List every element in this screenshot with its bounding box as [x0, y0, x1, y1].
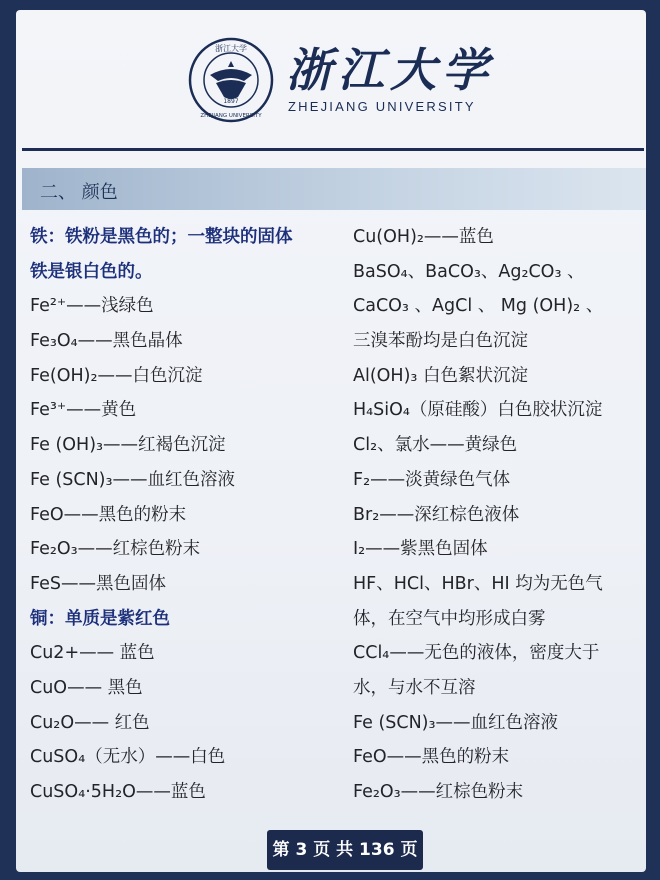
list-item: Cl₂、氯水——黄绿色 [353, 435, 518, 456]
list-item: CuSO₄·5H₂O——蓝色 [30, 782, 206, 802]
list-item: 铁是银白色的。 [30, 261, 153, 282]
university-name-en: ZHEJIANG UNIVERSITY [288, 99, 476, 114]
list-item: Fe(OH)₂——白色沉淀 [30, 365, 203, 386]
list-item: Fe (SCN)₃——血红色溶液 [30, 469, 236, 490]
list-item: 水，与水不互溶 [353, 677, 476, 698]
university-seal-icon [188, 37, 274, 123]
seal-year: 1897 [223, 98, 239, 105]
list-item: Cu(OH)₂——蓝色 [353, 227, 494, 247]
list-item: HF、HCl、HBr、HI 均为无色气 [353, 573, 603, 594]
university-header [16, 10, 646, 150]
document-page [16, 10, 646, 872]
list-item: Cu₂O—— 红色 [30, 712, 150, 733]
university-name-cn: 浙江大学 [286, 43, 494, 97]
list-item: Fe₂O₃——红棕色粉末 [30, 539, 201, 560]
list-item: CaCO₃ 、AgCl 、 Mg (OH)₂ 、 [353, 296, 604, 317]
list-item: 三溴苯酚均是白色沉淀 [353, 331, 528, 352]
right-column [353, 220, 643, 810]
list-item: FeS——黑色固体 [30, 573, 166, 594]
header-divider [22, 148, 644, 151]
list-item: FeO——黑色的粉末 [353, 747, 510, 768]
list-item: Fe²⁺——浅绿色 [30, 296, 154, 317]
list-item: H₄SiO₄（原硅酸）白色胶状沉淀 [353, 400, 603, 421]
list-item: Fe (OH)₃——红褐色沉淀 [30, 435, 226, 456]
list-item: 体，在空气中均形成白雾 [353, 608, 546, 629]
section-title: 二、 颜色 [40, 182, 118, 203]
left-column [30, 220, 350, 810]
list-item: Fe (SCN)₃——血红色溶液 [353, 712, 559, 733]
list-item: CuSO₄（无水）——白色 [30, 747, 226, 768]
university-wordmark [286, 45, 494, 114]
page-indicator-label: 第 3 页 共 136 页 [272, 840, 418, 860]
list-item: Fe³⁺——黄色 [30, 400, 137, 421]
list-item: Br₂——深红棕色液体 [353, 504, 520, 525]
page-indicator [267, 830, 423, 870]
list-item: Al(OH)₃ 白色絮状沉淀 [353, 365, 528, 386]
list-item: Cu2+—— 蓝色 [30, 643, 155, 664]
list-item: CuO—— 黑色 [30, 677, 143, 698]
list-item: CCl₄——无色的液体，密度大于 [353, 643, 600, 664]
list-item: FeO——黑色的粉末 [30, 504, 187, 525]
list-item: Fe₂O₃——红棕色粉末 [353, 782, 524, 802]
list-item: I₂——紫黑色固体 [353, 539, 488, 560]
list-item: F₂——淡黄绿色气体 [353, 469, 511, 490]
list-item: 铜：单质是紫红色 [30, 608, 170, 629]
seal-text-cn: 浙江大学 [215, 44, 247, 53]
section-heading-bar [22, 168, 646, 210]
list-item: 铁：铁粉是黑色的；一整块的固体 [30, 227, 293, 247]
list-item: BaSO₄、BaCO₃、Ag₂CO₃ 、 [353, 261, 585, 282]
list-item: Fe₃O₄——黑色晶体 [30, 331, 183, 352]
seal-text-en: ZHEJIANG UNIVERSITY [200, 113, 262, 119]
